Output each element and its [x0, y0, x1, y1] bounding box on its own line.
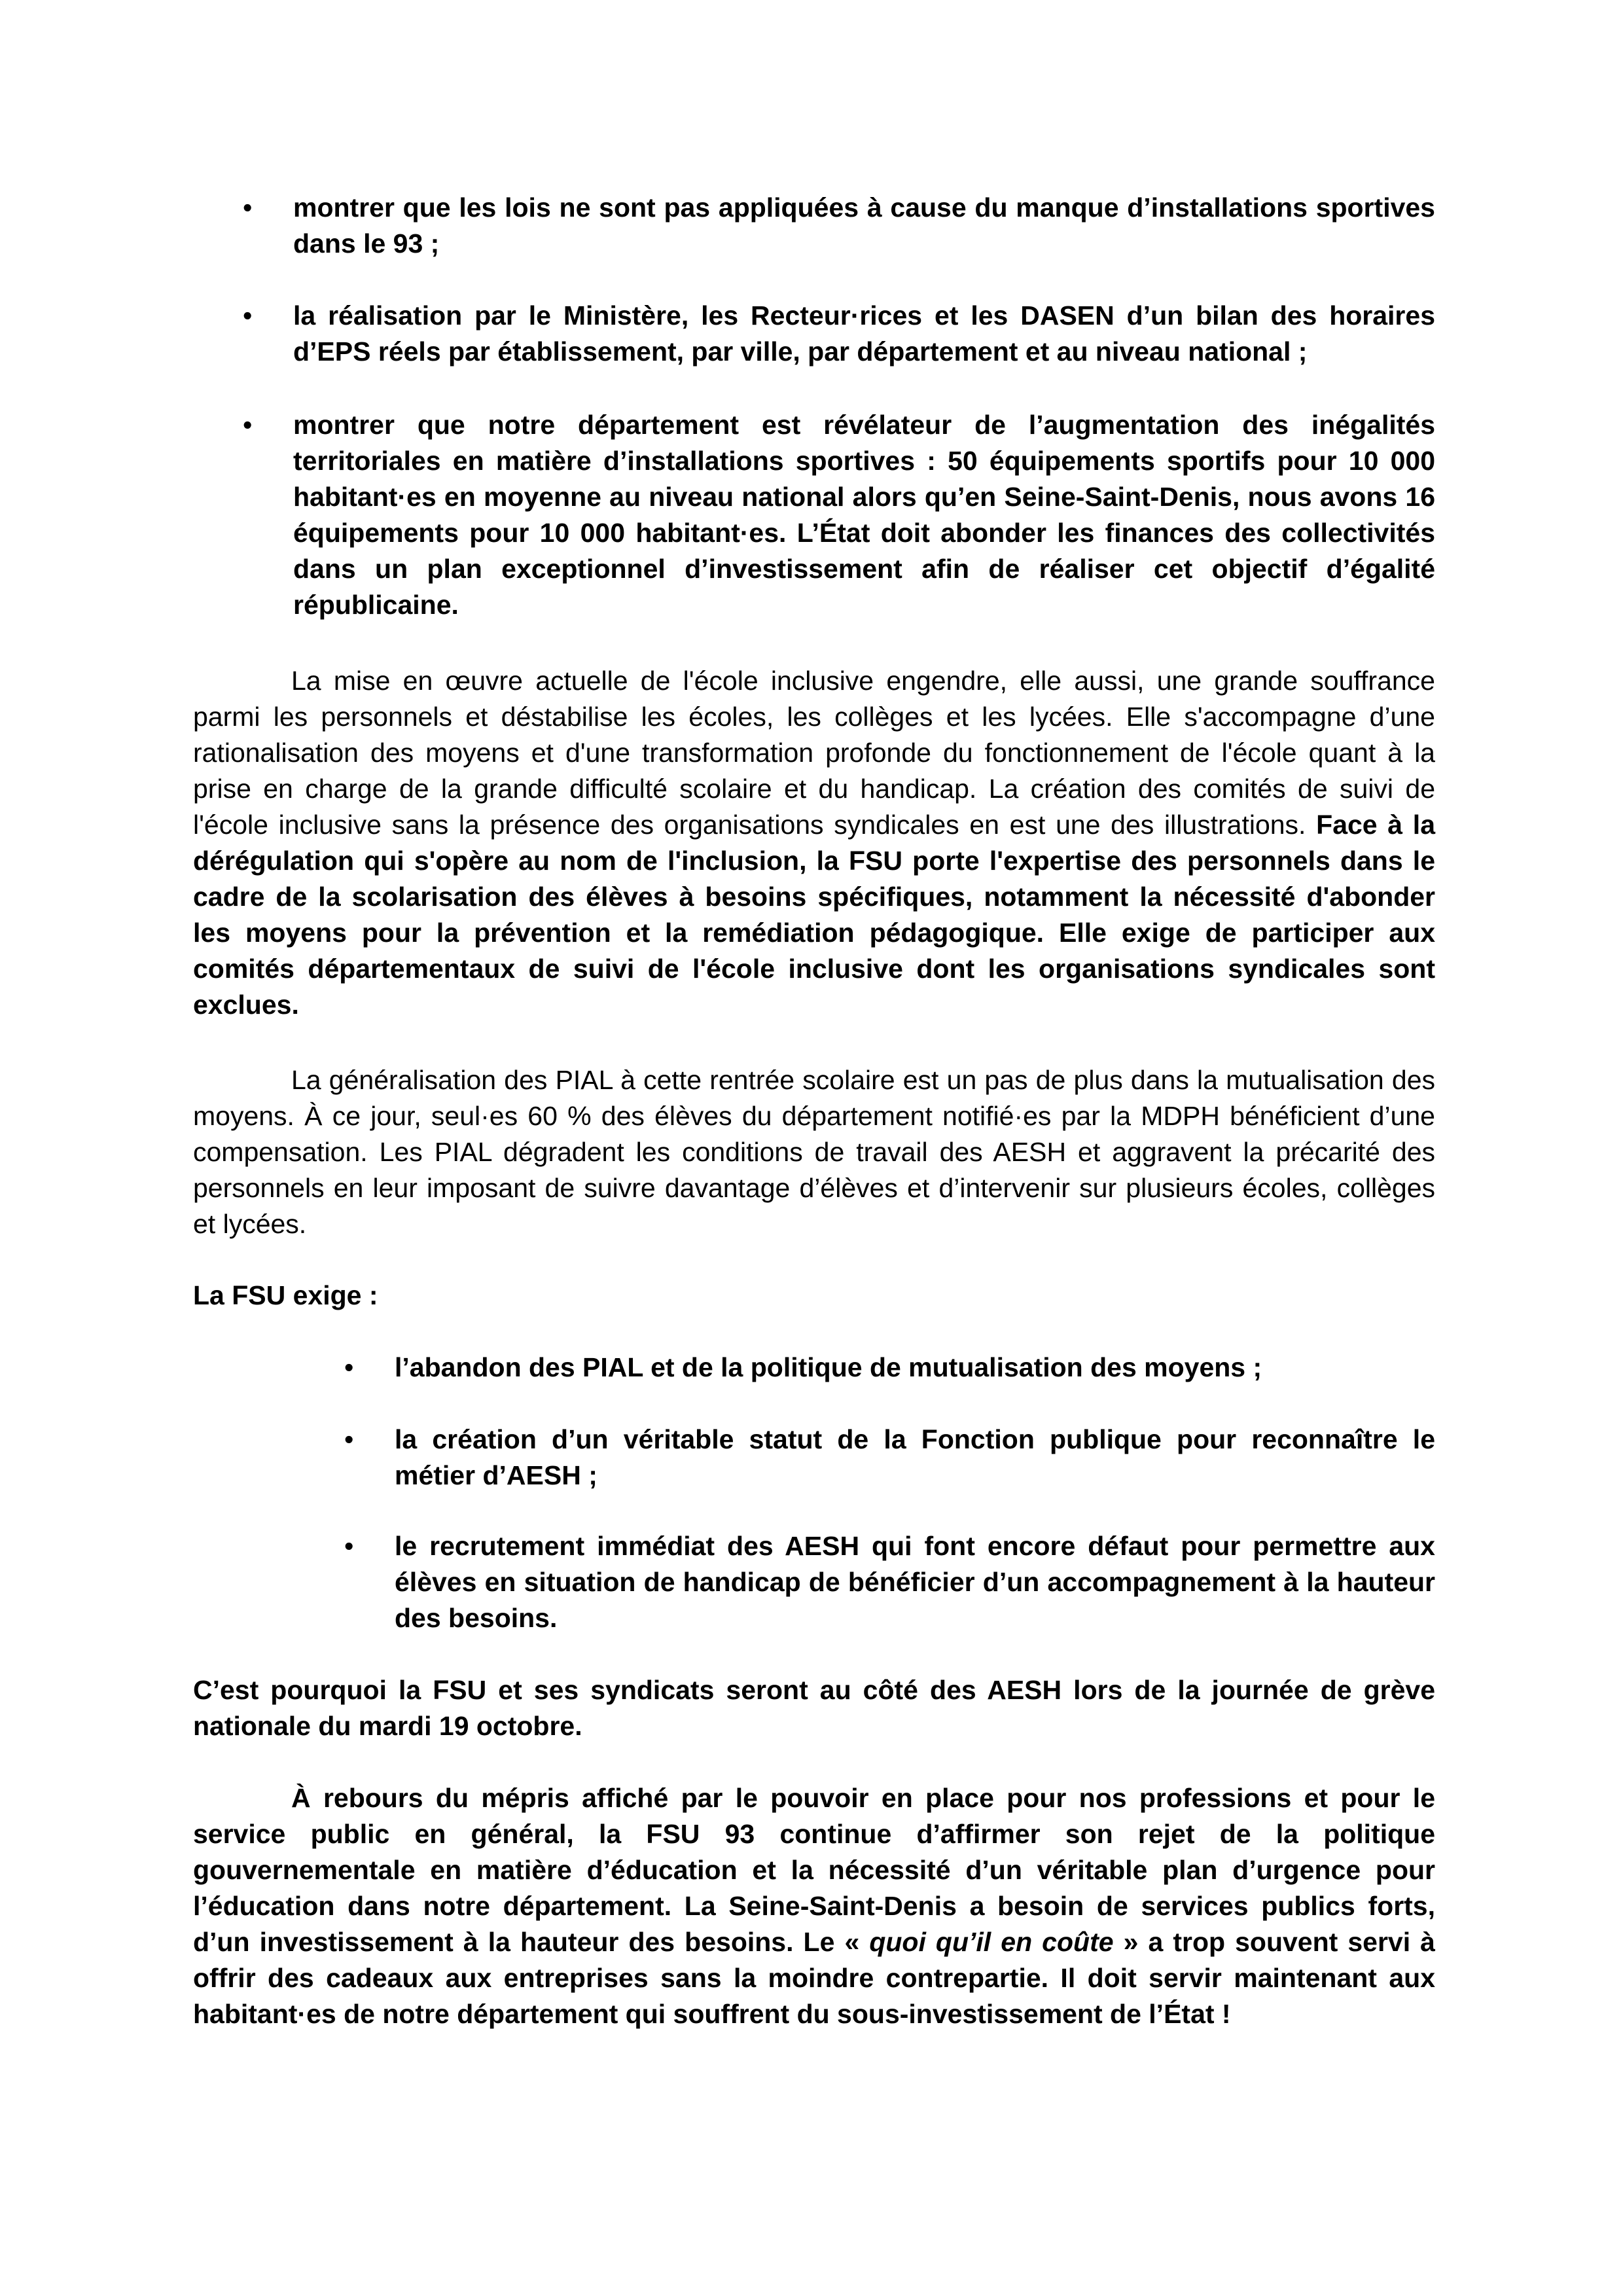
paragraph-pial: [193, 1062, 1435, 1242]
paragraph-text: La généralisation des PIAL à cette rentrée scolaire est un pas de plus dans la mutualisation des moyens. À ce jour, seul·es 60 % des élèves du département notifié·es par la MDPH bénéficient d’une compensation. Les PIAL dégradent les conditions de travail des AESH et aggravent la précarité des personnels en leur imposant de suivre davantage d’élèves et d’intervenir sur plusieurs écoles, collèges et lycées.: [193, 1065, 1435, 1239]
bullet-marker: •: [344, 1424, 354, 1454]
list-item: [344, 1350, 1435, 1386]
strike-statement: C’est pourquoi la FSU et ses syndicats seront au côté des AESH lors de la journée de grève nationale du mardi 19 octobre.: [193, 1675, 1435, 1741]
list-item: [243, 407, 1435, 623]
conclusion-quote: quoi qu’il en coûte: [869, 1927, 1114, 1957]
conclusion-text-end: » a trop souvent servi à offrir des cadeaux aux entreprises sans la moindre contrepartie. Il doit servir maintenant aux habitant·es de notre département qui souffrent du sous-investissement de l’État !: [193, 1927, 1435, 2029]
paragraph-bold-text: Face à la dérégulation qui s'opère au nom de l'inclusion, la FSU porte l'expertise des personnels dans le cadre de la scolarisation des élèves à besoins spécifiques, notamment la nécessité d'abonder les moyens pour la prévention et la remédiation pédagogique. Elle exige de participer aux comités départementaux de suivi de l'école inclusive dont les organisations syndicales sont exclues.: [193, 810, 1436, 1020]
paragraph-text: La mise en œuvre actuelle de l'école inclusive engendre, elle aussi, une grande souffrance parmi les personnels et déstabilise les écoles, les collèges et les lycées. Elle s'accompagne d’une rationalisation des moyens et d'une transformation profonde du fonctionnement de l'école quant à la prise en charge de la grande difficulté scolaire et du handicap. La création des comités de suivi de l'école inclusive sans la présence des organisations syndicales en est une des illustrations.: [193, 666, 1435, 840]
list-item-text: montrer que les lois ne sont pas appliquées à cause du manque d’installations sportives dans le 93 ;: [293, 192, 1435, 259]
conclusion-text: À rebours du mépris affiché par le pouvoir en place pour nos professions et pour le service public en général, la FSU 93 continue d’affirmer son rejet de la politique gouvernementale en matière d’éducation et la nécessité d’un véritable plan d’urgence pour l’éducation dans notre département. La Seine-Saint-Denis a besoin de services publics forts, d’un investissement à la hauteur des besoins. Le «: [193, 1783, 1435, 1957]
bullet-marker: •: [344, 1531, 354, 1561]
list-item: [344, 1422, 1435, 1494]
list-item: [243, 190, 1435, 262]
bullet-marker: •: [344, 1352, 354, 1382]
demands-heading: La FSU exige :: [193, 1280, 378, 1310]
list-item-text: l’abandon des PIAL et de la politique de mutualisation des moyens ;: [395, 1352, 1262, 1382]
conclusion-paragraph: [193, 1780, 1435, 2032]
list-item-text: la création d’un véritable statut de la Fonction publique pour reconnaître le métier d’AESH ;: [395, 1424, 1435, 1490]
list-item: [243, 298, 1435, 370]
list-item: [344, 1528, 1435, 1636]
list-item-text: le recrutement immédiat des AESH qui font encore défaut pour permettre aux élèves en situation de handicap de bénéficier d’un accompagnement à la hauteur des besoins.: [395, 1531, 1435, 1633]
bullet-marker: •: [243, 192, 253, 223]
paragraph-inclusive-school: [193, 663, 1435, 1023]
bullet-marker: •: [243, 410, 253, 440]
list-item-text: montrer que notre département est révélateur de l’augmentation des inégalités territoriales en matière d’installations sportives : 50 équipements sportifs pour 10 000 habitant·es en moyenne au niveau national alors qu’en Seine-Saint-Denis, nous avons 16 équipements pour 10 000 habitant·es. L’État doit abonder les finances des collectivités dans un plan exceptionnel d’investissement afin de réaliser cet objectif d’égalité républicaine.: [293, 410, 1435, 620]
list-item-text: la réalisation par le Ministère, les Recteur·rices et les DASEN d’un bilan des horaires d’EPS réels par établissement, par ville, par département et au niveau national ;: [293, 300, 1435, 367]
bullet-marker: •: [243, 300, 253, 331]
